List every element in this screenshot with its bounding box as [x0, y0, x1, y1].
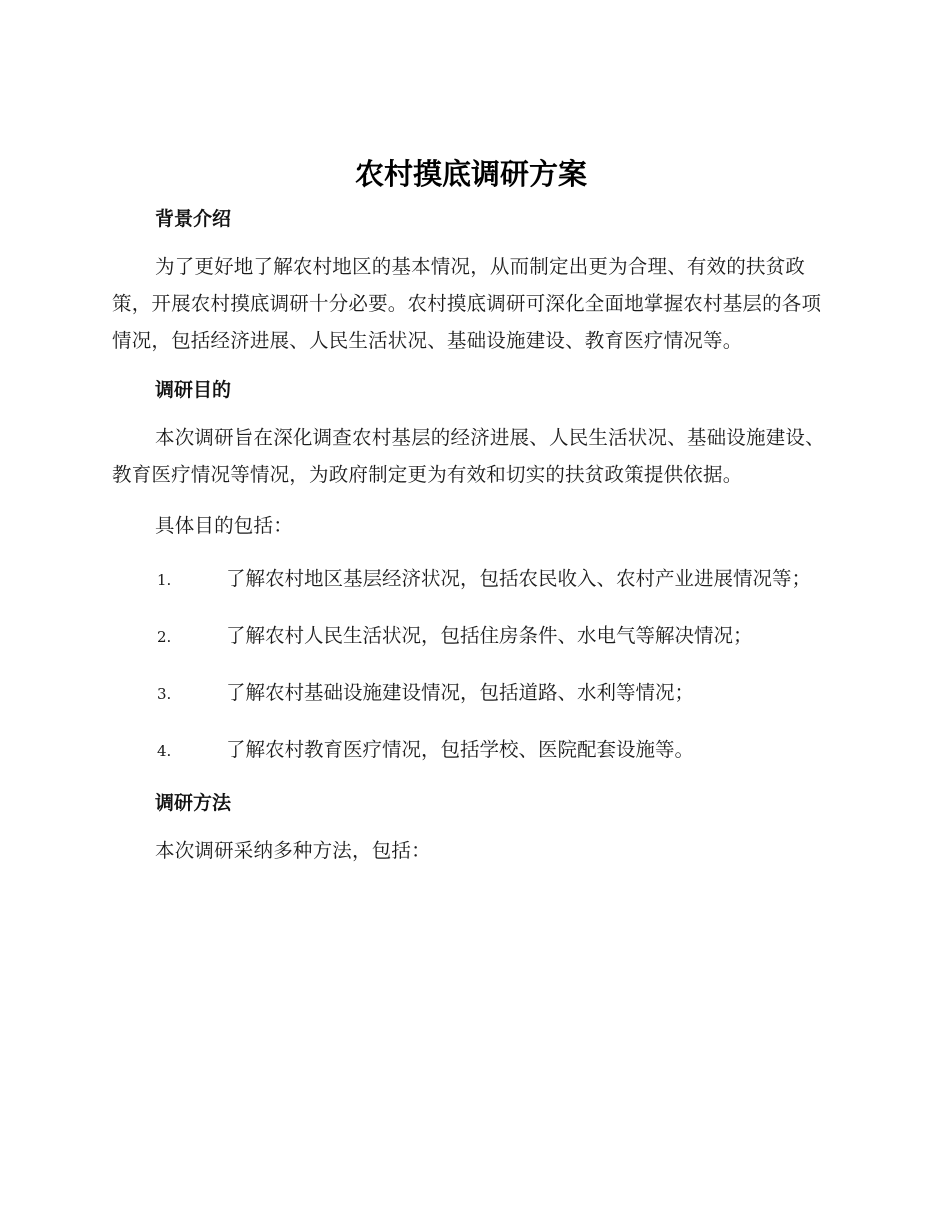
purpose-intro: 具体目的包括：: [155, 514, 293, 537]
section-heading-purpose: 调研目的: [155, 379, 232, 401]
page-title: 农村摸底调研方案: [354, 157, 587, 191]
list-text: 了解农村人民生活状况，包括住房条件、水电气等解决情况；: [226, 624, 753, 647]
method-paragraph: 本次调研采纳多种方法，包括：: [155, 839, 431, 862]
list-item: [112, 731, 830, 770]
list-text: 了解农村基础设施建设情况，包括道路、水利等情况；: [226, 681, 695, 704]
section-heading-method: 调研方法: [155, 792, 232, 814]
list-item: [112, 560, 830, 599]
purpose-paragraph: 本次调研旨在深化调查农村基层的经济进展、人民生活状况、基础设施建设、教育医疗情况等情况，为政府制定更为有效和切实的扶贫政策提供依据。: [112, 426, 825, 486]
list-text: 了解农村地区基层经济状况，包括农民收入、农村产业进展情况等；: [226, 567, 812, 590]
list-text: 了解农村教育医疗情况，包括学校、医院配套设施等。: [226, 738, 695, 761]
list-item: [112, 617, 830, 656]
section-heading-background: 背景介绍: [155, 208, 232, 230]
purpose-list: [112, 560, 830, 770]
list-number: 4.: [157, 742, 172, 760]
list-number: 2.: [157, 628, 172, 646]
list-number: 1.: [157, 571, 172, 589]
list-item: [112, 674, 830, 713]
background-paragraph: 为了更好地了解农村地区的基本情况，从而制定出更为合理、有效的扶贫政策，开展农村摸底调研十分必要。农村摸底调研可深化全面地掌握农村基层的各项情况，包括经济进展、人民生活状况、基础设施建设、教育医疗情况等。: [112, 255, 822, 352]
list-number: 3.: [157, 685, 172, 703]
